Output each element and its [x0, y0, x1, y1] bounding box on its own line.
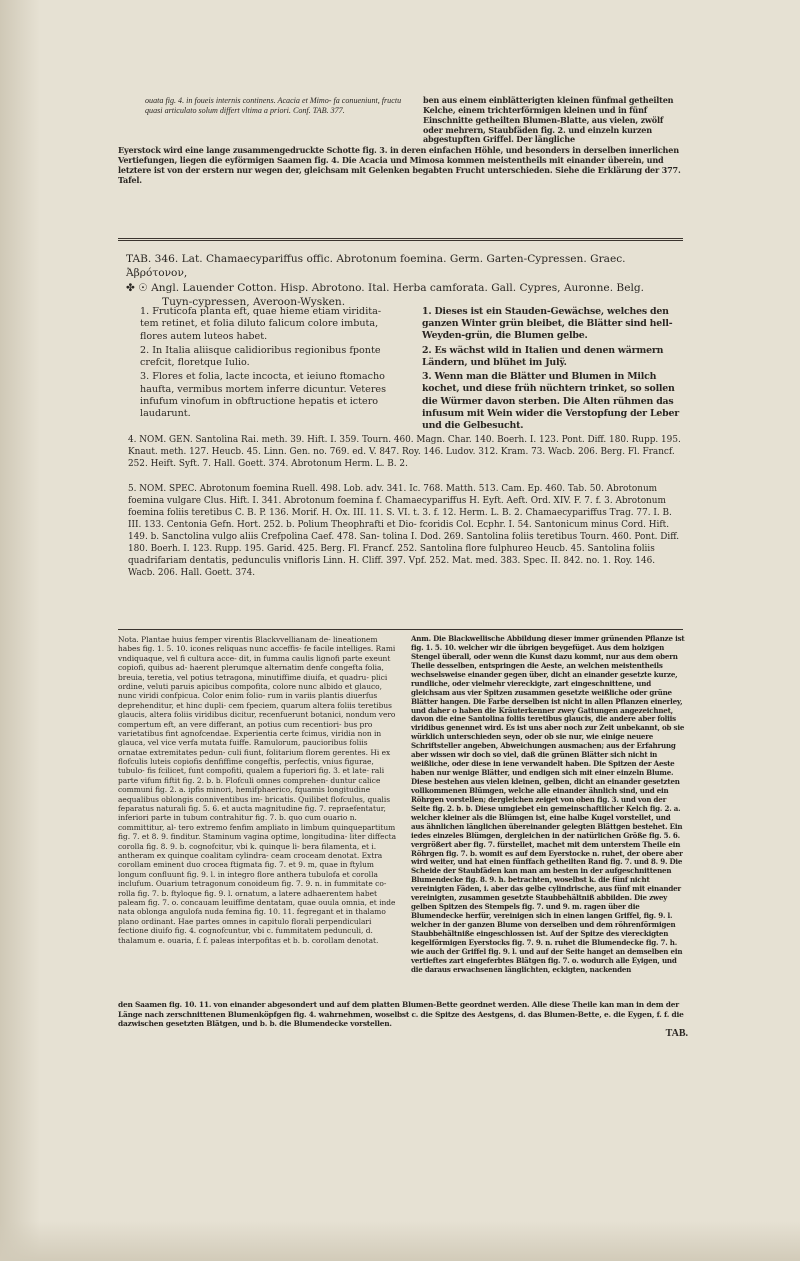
closing-german-text: den Saamen fig. 10. 11. von einander abgesondert und auf dem platten Blumen-Bette geordnet werden. Alle diese Theile kan man in dem der Länge nach zerschnittenen Blumenköpfgen fig. 4. wahrnehmen, woselbst c. die Spitze des Aestgens, d. das Blumen-Bette, e. die Eygen, f. f. die dazwischen gesetzten Blätgen, und b. b. die Blumendecke vorstellen. — [118, 1000, 684, 1029]
german-items — [422, 306, 684, 432]
nom-gen: 4. NOM. GEN. Santolina Rai. meth. 39. Hift. I. 359. Tourn. 460. Magn. Char. 140. Boerh. I. 123. Pont. Diff. 180. Rupp. 195. Knaut. meth. 127. Heucb. 45. Linn. Gen. no. 769. ed. V. 847. Roy. 146. Ludov. 312. Kram. 73. Wacb. 206. Berg. Fl. Francf. 252. Heift. Syft. 7. Hall. Goett. 374. Abrotonum Herm. L. B. 2. — [128, 435, 681, 470]
german-item: 3. Wenn man die Blätter und Blumen in Milch kochet, und diese früh nüchtern trinket, so sollen die Würmer davon sterben. Die Alten rühmen das infusum mit Wein wider die Verstopfung der Leber und die Gelbesucht. — [422, 371, 680, 431]
top-latin-text: ouata fig. 4. in foueis internis continens. Acacia et Mimo- fa conueniunt, fructu quasi articulato solum differt vltima a priori. Conf. TAB. 377. — [145, 96, 402, 115]
latin-item: 3. Flores et folia, lacte incocta, et ieiuno ftomacho haufta, vermibus mortem inferre dicuntur. Veteres infufum vinofum in obftructione hepatis et ictero laudarunt. — [140, 371, 387, 420]
latin-items — [140, 306, 402, 420]
tab-heading-line-3: Tuyn-cypressen, Averoon-Wysken. — [162, 295, 346, 308]
top-german-fullwidth: Eyerstock wird eine lange zusammengedruckte Schotte fig. 3. in deren einfachen Höhle, und besonders in derselben innerlichen Vertiefungen, liegen die eyförmigen Saamen fig. 4. Die Acacia und Mimosa kommen meistentheils mit einander überein, und letztere ist von der erstern nur wegen der, gleichsam mit Gelenken begabten Frucht unterschieden. Siehe die Erklärung der 377. Tafel. — [118, 145, 681, 185]
nom-spec: 5. NOM. SPEC. Abrotonum foemina Ruell. 498. Lob. adv. 341. Ic. 768. Matth. 513. Cam. Ep. 460. Tab. 50. Abrotonum foemina vulgare Clus. Hift. I. 341. Abrotonum foemina f. Chamaecypariffus H. Eyft. Aeft. Ord. XIV. F. 7. f. 3. Abrotonum foemina foliis teretibus C. B. P. 136. Morif. H. Ox. III. 11. S. VI. t. 3. f. 12. Herm. L. B. 2. Chamaecypariffus Trag. 77. I. B. III. 133. Centonia Gefn. Hort. 252. b. Polium Theophrafti et Dio- fcoridis Col. Ecphr. I. 54. Santonicum minus Cord. Hift. 149. b. Sanctolina vulgo aliis Crefpolina Caef. 478. San- tolina I. Dod. 269. Santolina foliis teretibus Tourn. 460. Pont. Diff. 180. Boerh. I. 123. Rupp. 195. Garid. 425. Berg. Fl. Francf. 252. Santolina flore fulphureo Heucb. 45. Santolina foliis quadrifariam dentatis, pedunculis vnifloris Linn. H. Cliff. 397. Vpf. 252. Mat. med. 383. Spec. II. 842. no. 1. Roy. 146. Wacb. 206. Hall. Goett. 374. — [128, 484, 680, 579]
page-shadow-left — [0, 0, 40, 1261]
german-item: 2. Es wächst wild in Italien und denen wärmern Ländern, und blühet im Julÿ. — [422, 344, 664, 368]
top-german-text: ben aus einem einblätterigten kleinen fünfmal getheilten Kelche, einem trichterförmigen kleinen und in fünf Einschnitte getheilten Blumen-Blatte, aus vielen, zwölf oder mehrern, Staubfäden fig. 2. und einzeln kurzen abgestupften Griffel. Der längliche — [423, 95, 674, 145]
nota-latin: Nota. Plantae huius femper virentis Blackvvellianam de- lineationem habes fig. 1. 5. 10. icones reliquas nunc acceffis- fe facile intelliges. Rami vndiquaque, vel fi cultura acce- dit, in fumma caulis lignofi parte exeunt copiofi, quibus ad- haerent plerumque alternatim denfe congefta folia, breuia, teretia, vel potius tetragona, minutiffime diuifa, et quadru- plici ordine, veluti paruis apicibus compofita, colore nunc albido et glauco, nunc viridi confpicua. Color enim folio- rum in variis plantis diuerfus deprehenditur, et hinc dupli- cem fpeciem, quarum altera foliis teretibus glaucis, altera foliis viridibus dicitur, recenfuerunt botanici, nondum vero compertum eft, an vere differant, an potius cum recentiori- bus pro varietatibus fint agnofcendae. Experientia certe fcimus, viridia non in glauca, vel vice verfa mutata fuiffe. Ramulorum, paucioribus foliis ornatae extremitates pedun- culi fiunt, folitarium florem gerentes. Hi ex flofculis luteis copiofis denfiffime congeftis, perfectis, vnius figurae, tubulo- fis fcilicet, funt compofiti, qualem a fuperiori fig. 3. et late- rali parte vifum fiftit fig. 2. b. b. Flofculi omnes comprehen- duntur calice communi fig. 2. a. ipfis minori, hemifphaerico, fquamis longitudine aequalibus oblongis conniventibus im- bricatis. Quilibet flofculus, qualis feparatus naturali fig. 5. 6. et aucta magnitudine fig. 7. repraefentatur, inferiori parte in tubum contrahitur fig. 7. b. quo cum ouario n. committitur, al- tero extremo fenfim ampliato in limbum quinquepartitum fig. 7. et 8. 9. finditur. Staminum vagina optime, longitudina- liter diffecta corolla fig. 8. 9. b. cognofcitur, vbi k. quinque li- bera filamenta, et i. antheram ex quinque coalitam cylindra- ceam croceam denotat. Extra corollam eminent duo crocea ftigmata fig. 7. et 9. m, quae in ftylum longum confluunt fig. 9. l. in integro flore anthera tubulofa et corolla inclufum. Ouarium tetragonum conoideum fig. 7. 9. n. in fummitate co- rolla fig. 7. b. ftyloque fig. 9. l. ornatum, a latere adhaerentem habet paleam fig. 7. o. concauam leuiffime dentatam, quae ouula omnia, et inde nata oblonga angulofa nuda femina fig. 10. 11. fegregant et in thalamo plano ordinant. Hae partes omnes in capitulo florali perpendiculari fectione diuifo fig. 4. cognofcuntur, vbi c. fummitatem pedunculi, d. thalamum e. ouaria, f. f. paleas interpofitas et b. b. corollam denotat. — [118, 635, 397, 945]
tab-heading-line-1: TAB. 346. Lat. Chamaecypariffus offic. Abrotonum foemina. Germ. Garten-Cypressen. Graec. Ἀβρότονον, — [126, 253, 626, 280]
german-item: 1. Dieses ist ein Stauden-Gewächse, welches den ganzen Winter grün bleibet, die Blätter sind hell-Weyden-grün, die Blumen gelbe. — [422, 306, 673, 342]
page-shadow-bottom — [0, 1221, 800, 1261]
latin-item: 2. In Italia aliisque calidioribus regionibus fponte crefcit, floretque Iulio. — [140, 344, 381, 369]
tab-heading — [126, 252, 684, 309]
nota-german: Anm. Die Blackwellische Abbildung dieser immer grünenden Pflanze ist fig. 1. 5. 10. welcher wir die übrigen beygefüget. Aus dem holzigen Stengel überall, oder wenn die Kunst dazu kommt, nur aus dem obern Theile desselben, entspringen die Aeste, an welchen meistentheils wechselsweise einander gegen über, dicht an einander gesetzte kurze, rundliche, oder vielmehr viereckigte, zart eingeschnittene, und gleichsam aus vier Spitzen zusammen gesetzte weißliche oder grüne Blätter hangen. Die Farbe derselben ist nicht in allen Pflanzen einerley, und daher o haben die Kräuterkenner zwey Gattungen angezeichnet, davon die eine Santolina foliis teretibus glaucis, die andere aber foliis viridibus genennet wird. Es ist uns aber noch zur Zeit unbekannt, ob sie würklich unterschieden seyn, oder ob sie nur, wie einige neuere Schriftsteller angeben, Abweichungen ausmachen; aus der Erfahrung aber wissen wir doch so viel, daß die grünen Blätter sich nicht in weißliche, oder diese in iene verwandelt haben. Die Spitzen der Aeste haben nur wenige Blätter, und endigen sich mit einer einzeln Blume. Diese bestehen aus vielen kleinen, gelben, dicht an einander gesetzten vollkommenen Blümgen, welche alle einander ähnlich sind, und ein Röhrgen vorstellen; dergleichen zeiget von oben fig. 3. und von der Seite fig. 2. b. b. Diese umgiebet ein gemeinschaftlicher Kelch fig. 2. a. welcher kleiner als die Blümgen ist, eine halbe Kugel vorstellet, und aus ähnlichen länglichen übereinander gelegten Blättgen bestehet. Ein iedes einzeles Blümgen, dergleichen in der natürlichen Größe fig. 5. 6. vergrößert aber fig. 7. fürstellet, machet mit dem unterstem Theile ein Röhrgen fig. 7. b. womit es auf dem Eyerstocke n. ruhet, der obere aber wird weiter, und hat einen fünffach getheilten Rand fig. 7. und 8. 9. Die Scheide der Staubfäden kan man am besten in der aufgeschnittenen Blumendecke fig. 8. 9. h. betrachten, woselbst k. die fünf nicht vereinigten Fäden, i. aber das gelbe cylindrische, aus fünf mit einander vereinigten, zusammen gesetzte Staubbehältniß abbilden. Die zwey gelben Spitzen des Stempels fig. 7. und 9. m. ragen über die Blumendecke herfür, vereinigen sich in einen langen Griffel, fig. 9. l. welcher in der ganzen Blume von derselben und dem röhrenförmigen Staubbehältniße eingeschlossen ist. Auf der Spitze des viereckigten kegelförmigen Eyerstocks fig. 7. 9. n. ruhet die Blumendecke fig. 7. h. wie auch der Griffel fig. 9. l. und auf der Seite hanget an demselben ein vertieftes zart eingeferbtes Blätgen fig. 7. o. wodurch alle Eyigen, und die daraus erwachsenen länglichten, eckigten, nackenden — [411, 634, 685, 974]
tab-heading-line-2: ✤ ☉ Angl. Lauender Cotton. Hisp. Abrotono. Ital. Herba camforata. Gall. Cypres, Auronne. Belg. — [126, 281, 645, 294]
nota-divider — [118, 629, 683, 630]
latin-item: 1. Fruticofa planta eft, quae hieme etiam viridita- tem retinet, et folia diluto falicum colore imbuta, flores autem luteos habet. — [140, 306, 382, 342]
catchword: TAB. — [665, 1028, 688, 1039]
section-divider — [118, 238, 683, 241]
